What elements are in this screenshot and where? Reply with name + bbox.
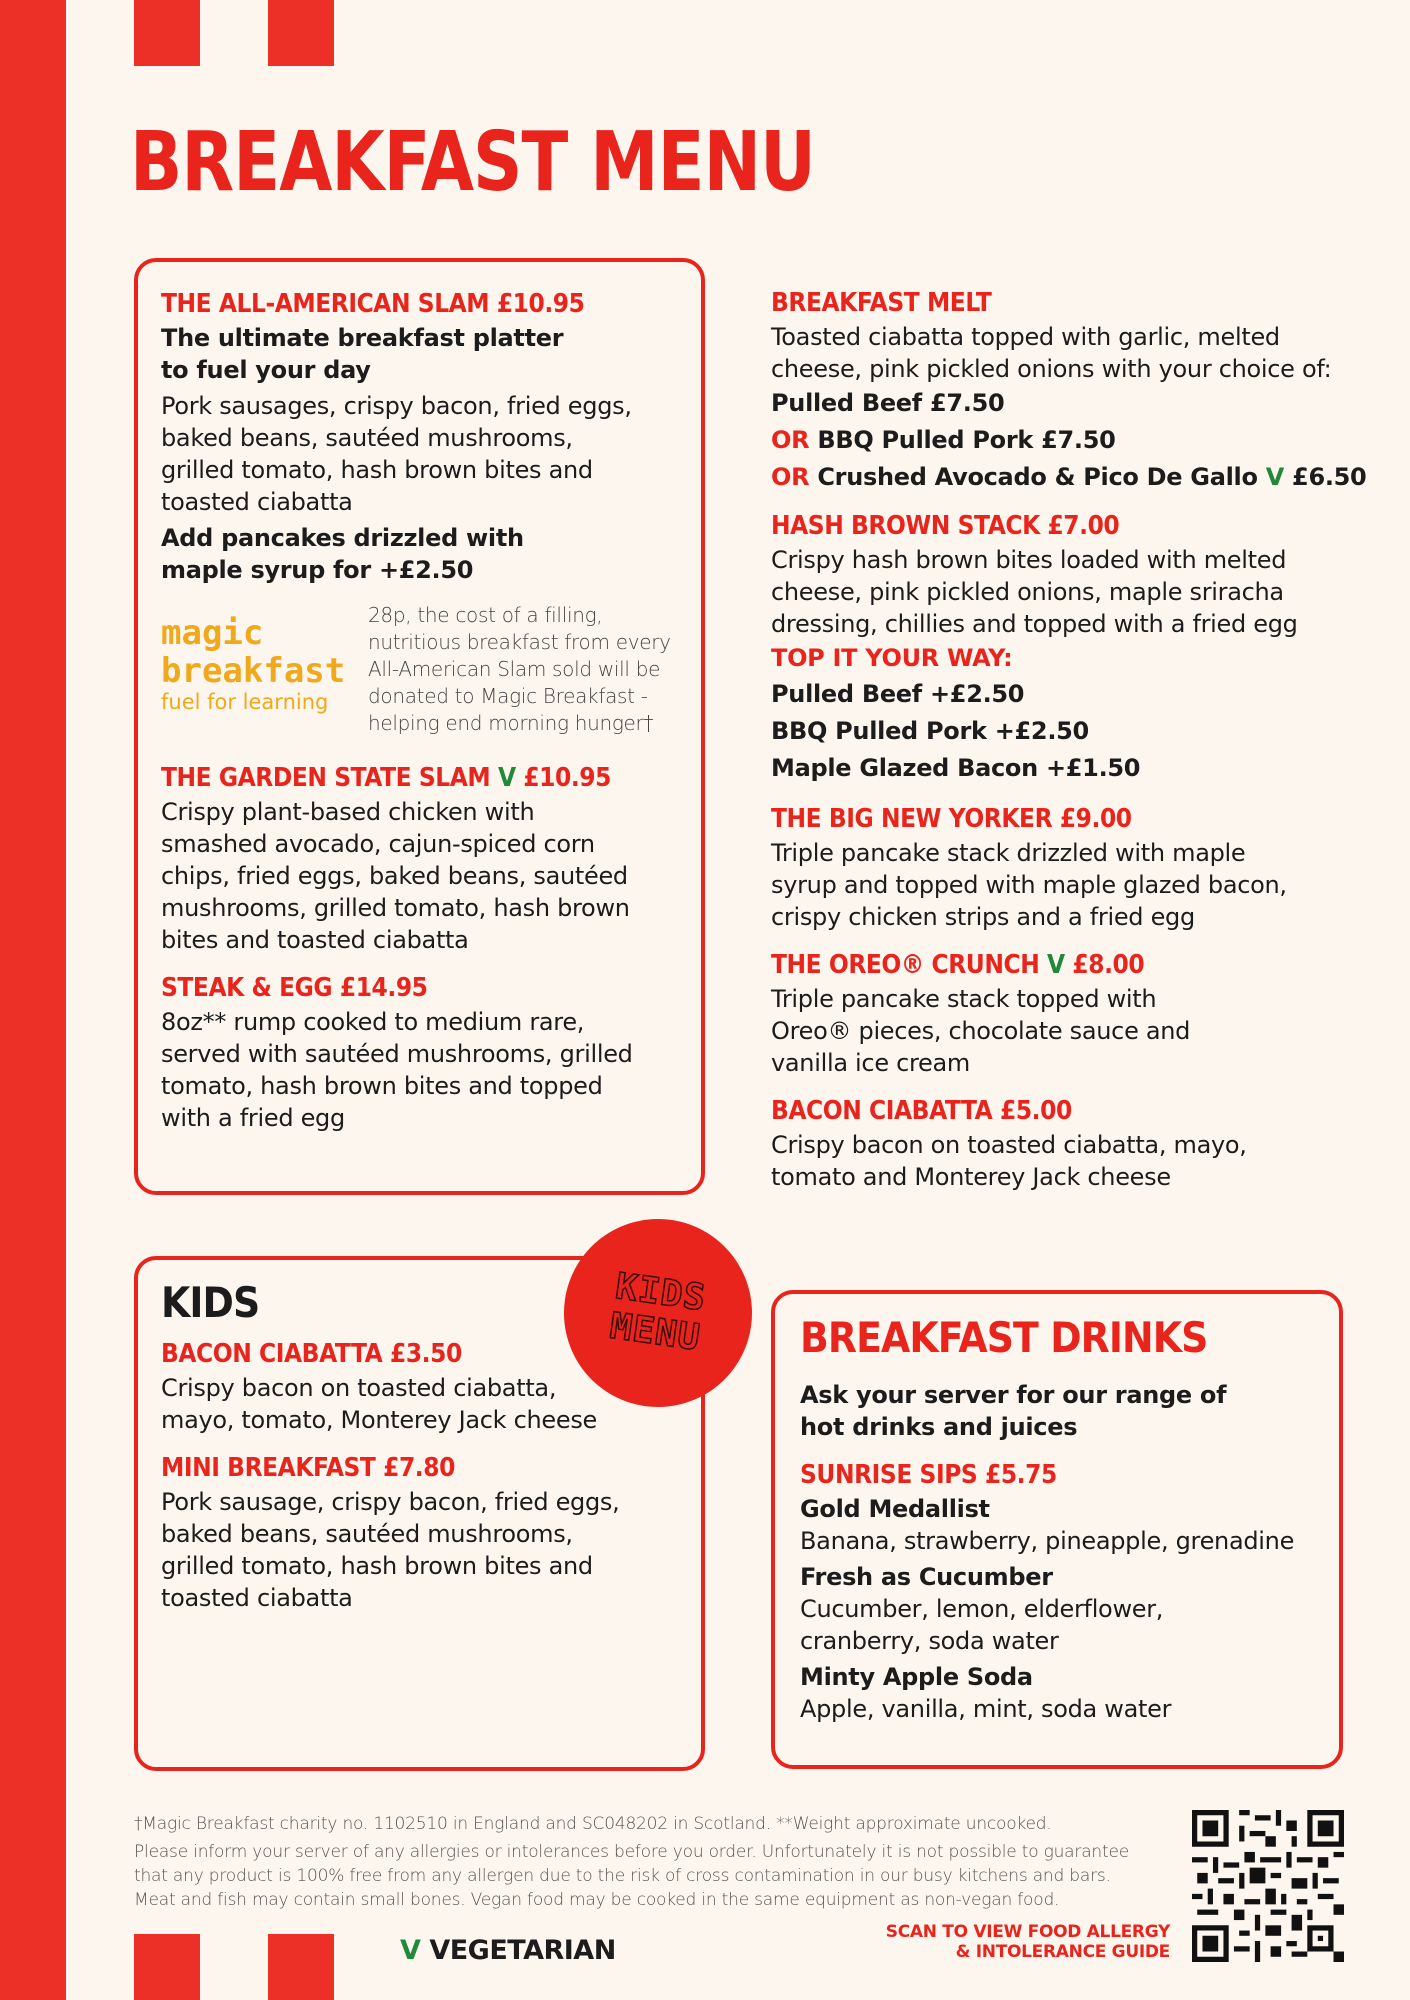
drink-desc: Banana, strawberry, pineapple, grenadine bbox=[800, 1527, 1295, 1555]
kids-bacon-heading: BACON CIABATTA £3.50 bbox=[161, 1339, 462, 1369]
veg-mark: V bbox=[1047, 950, 1065, 980]
yorker-desc: Triple pancake stack drizzled with maple syrup and topped with maple glazed bacon, crispy chicken strips and a fried egg bbox=[771, 839, 1287, 931]
drink-name: Minty Apple Soda bbox=[800, 1663, 1033, 1691]
top-tab-2 bbox=[268, 0, 334, 66]
melt-desc: Toasted ciabatta topped with garlic, melted cheese, pink pickled onions with your choice of: bbox=[771, 323, 1332, 383]
charity-text: 28p, the cost of a filling, nutritious breakfast from every All-American Slam sold will be donated to Magic Breakfast - helping end morning hunger† bbox=[368, 603, 671, 735]
top-tab-1 bbox=[134, 0, 200, 66]
drink-name: Fresh as Cucumber bbox=[800, 1563, 1053, 1591]
melt-heading: BREAKFAST MELT bbox=[771, 288, 992, 318]
kids-title: KIDS bbox=[161, 1278, 260, 1327]
footer-note: †Magic Breakfast charity no. 1102510 in England and SC048202 in Scotland. **Weight approximate uncooked. Please inform your server of any allergies or intolerances before you order. Unfortunately it is not possible to guarantee that any product is 100% free from any allergen due to the risk of cross contamination in our busy kitchens and bars. Meat and fish may contain small bones. Vegan food may be cooked in the same equipment as non-vegan food. bbox=[134, 1814, 1129, 1910]
right-column bbox=[771, 285, 1371, 1193]
kids-bacon-desc: Crispy bacon on toasted ciabatta, mayo, tomato, Monterey Jack cheese bbox=[161, 1374, 597, 1434]
drinks-title: BREAKFAST DRINKS bbox=[800, 1313, 1208, 1362]
drink-desc: Cucumber, lemon, elderflower, cranberry, soda water bbox=[800, 1595, 1164, 1655]
drink-desc: Apple, vanilla, mint, soda water bbox=[800, 1695, 1172, 1723]
qr-code-icon[interactable] bbox=[1192, 1810, 1344, 1962]
drinks-intro: Ask your server for our range of hot drinks and juices bbox=[800, 1381, 1227, 1441]
veg-mark: V bbox=[400, 1935, 421, 1966]
kids-mini-desc: Pork sausage, crispy bacon, fried eggs, baked beans, sautéed mushrooms, grilled tomato, hash brown bites and toasted ciabatta bbox=[161, 1488, 620, 1612]
garden-desc: Crispy plant-based chicken with smashed avocado, cajun-spiced corn chips, fried eggs, baked beans, sautéed mushrooms, grilled tomato, hash brown bites and toasted ciabatta bbox=[161, 798, 630, 954]
slam-addon: Add pancakes drizzled with maple syrup for +£2.50 bbox=[161, 524, 524, 584]
slam-desc: Pork sausages, crispy bacon, fried eggs, baked beans, sautéed mushrooms, grilled tomato, hash brown bites and toasted ciabatta bbox=[161, 392, 632, 516]
veg-mark: V bbox=[497, 763, 516, 793]
steak-heading: STEAK & EGG £14.95 bbox=[161, 973, 428, 1003]
melt-option-2: OR BBQ Pulled Pork £7.50 bbox=[771, 426, 1116, 454]
vegetarian-legend: V VEGETARIAN bbox=[400, 1935, 616, 1966]
slam-tagline: The ultimate breakfast platter to fuel your day bbox=[161, 324, 564, 384]
kids-mini-heading: MINI BREAKFAST £7.80 bbox=[161, 1453, 455, 1483]
bacon-desc: Crispy bacon on toasted ciabatta, mayo, tomato and Monterey Jack cheese bbox=[771, 1131, 1247, 1191]
left-stripe bbox=[0, 0, 66, 2000]
melt-option-1: Pulled Beef £7.50 bbox=[771, 389, 1005, 417]
magic-breakfast-logo: magic breakfast fuel for learning bbox=[161, 613, 346, 714]
slam-heading: THE ALL-AMERICAN SLAM £10.95 bbox=[161, 289, 585, 319]
bottom-tab-2 bbox=[268, 1934, 334, 2000]
drinks-content bbox=[800, 1307, 1330, 1725]
kids-menu-badge: KIDS MENU bbox=[552, 1207, 764, 1419]
top-it-label: TOP IT YOUR WAY: bbox=[771, 644, 1013, 672]
bacon-heading: BACON CIABATTA £5.00 bbox=[771, 1096, 1072, 1126]
steak-desc: 8oz** rump cooked to medium rare, served with sautéed mushrooms, grilled tomato, hash brown bites and topped with a fried egg bbox=[161, 1008, 633, 1132]
hash-heading: HASH BROWN STACK £7.00 bbox=[771, 511, 1120, 541]
garden-heading: THE GARDEN STATE SLAM V £10.95 bbox=[161, 763, 611, 793]
charity-block bbox=[161, 603, 691, 748]
topping-item: BBQ Pulled Pork +£2.50 bbox=[771, 717, 1089, 745]
topping-item: Pulled Beef +£2.50 bbox=[771, 680, 1025, 708]
yorker-heading: THE BIG NEW YORKER £9.00 bbox=[771, 804, 1132, 834]
scan-label: SCAN TO VIEW FOOD ALLERGY & INTOLERANCE GUIDE bbox=[885, 1922, 1170, 1962]
drink-name: Gold Medallist bbox=[800, 1495, 990, 1523]
oreo-desc: Triple pancake stack topped with Oreo® pieces, chocolate sauce and vanilla ice cream bbox=[771, 985, 1191, 1077]
hash-desc: Crispy hash brown bites loaded with melted cheese, pink pickled onions, maple sriracha dressing, chillies and topped with a fried egg bbox=[771, 546, 1298, 638]
melt-option-3: OR Crushed Avocado & Pico De Gallo V £6.50 bbox=[771, 463, 1367, 491]
main-menu-content bbox=[161, 286, 691, 1134]
sunrise-sips-heading: SUNRISE SIPS £5.75 bbox=[800, 1460, 1057, 1490]
bottom-tab-1 bbox=[134, 1934, 200, 2000]
veg-mark: V bbox=[1265, 463, 1284, 491]
oreo-heading: THE OREO® CRUNCH V £8.00 bbox=[771, 950, 1145, 980]
topping-item: Maple Glazed Bacon +£1.50 bbox=[771, 754, 1141, 782]
page-title: BREAKFAST MENU bbox=[130, 115, 815, 210]
